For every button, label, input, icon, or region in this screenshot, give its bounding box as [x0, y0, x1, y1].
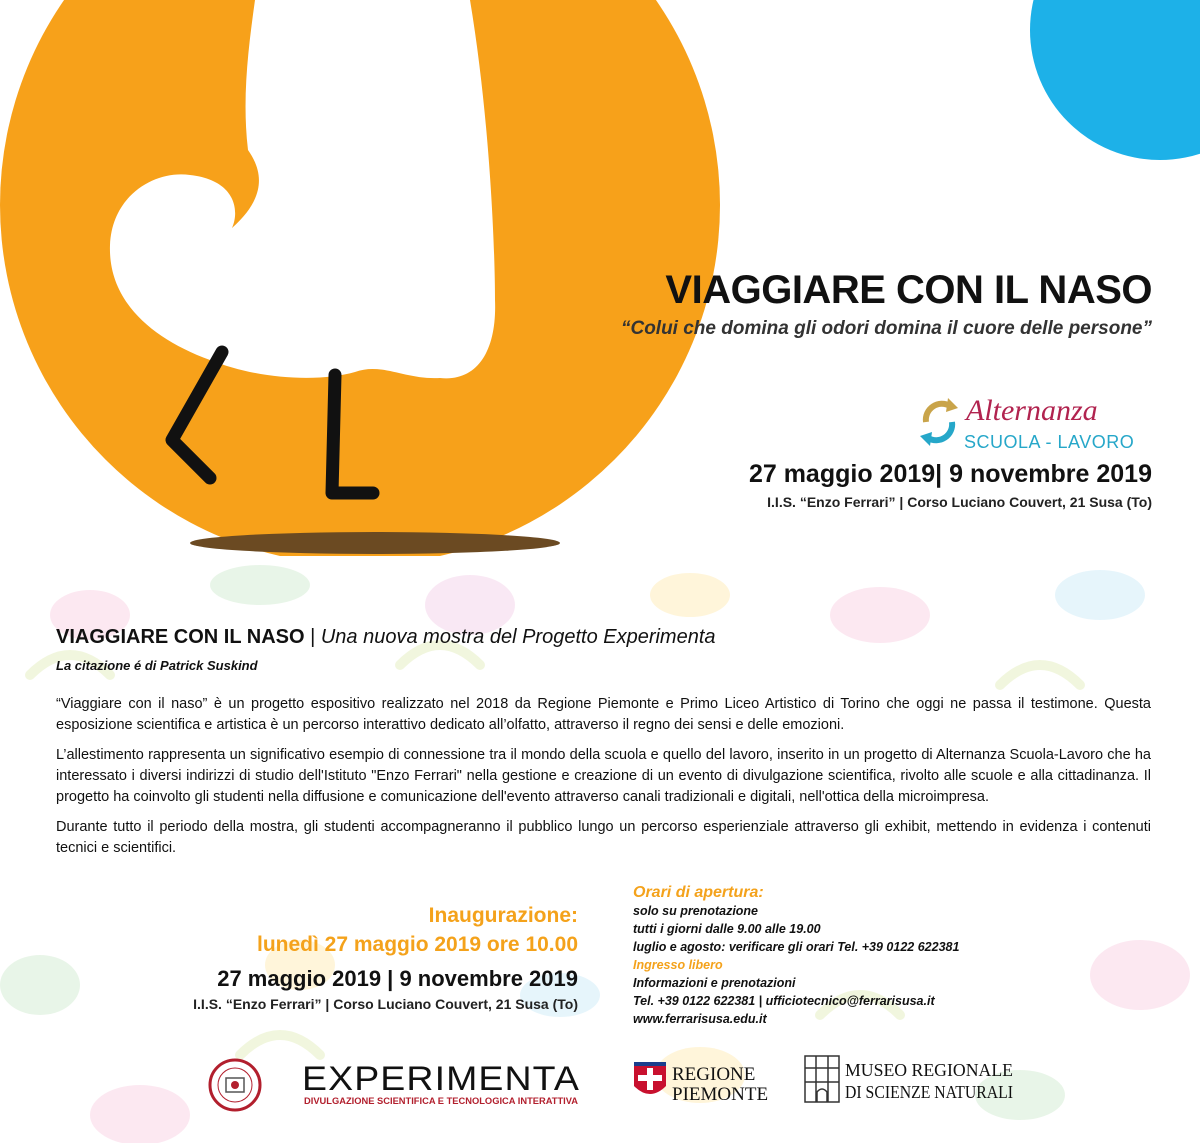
section-heading-main: VIAGGIARE CON IL NASO — [56, 626, 305, 648]
museum-building-icon — [805, 1056, 839, 1102]
event-address-top: I.I.S. “Enzo Ferrari” | Corso Luciano Couvert, 21 Susa (To) — [767, 494, 1152, 510]
regione-line-1: REGIONE — [672, 1064, 756, 1085]
contact-line[interactable]: Tel. +39 0122 622381 | ufficiotecnico@ferrarisusa.it — [633, 994, 935, 1008]
experimenta-logo — [300, 1058, 585, 1108]
section-heading-separator: | — [304, 626, 321, 648]
body-paragraph-2: L’allestimento rappresenta un significativo esempio di connessione tra il mondo della scuola e quello del lavoro, inserito in un progetto di Alternanza Scuola-Lavoro che ha interessato i diversi indirizzi di studio dell'Istituto "Enzo Ferrari" nella gestione e creazione di un evento di divulgazione scientifica, rivolto alle scuole e alla cittadinanza. Il progetto ha coinvolto gli studenti nella diffusione e comunicazione dell'evento attraverso canali tradizionali e digitali, nell'ottica della microimpresa. — [56, 747, 1151, 805]
alternanza-logo — [914, 392, 1164, 454]
section-heading — [56, 626, 716, 649]
event-dates-top: 27 maggio 2019| 9 novembre 2019 — [748, 460, 1152, 488]
opening-hours-title: Orari di apertura: — [633, 884, 764, 901]
body-paragraph-3: Durante tutto il periodo della mostra, gli studenti accompagneranno il pubblico lungo un percorso esperienziale attraverso gli exhibit, mettendo in evidenza i contenuti tecnici e scientifici. — [56, 819, 1151, 856]
inauguration-address: I.I.S. “Enzo Ferrari” | Corso Luciano Couvert, 21 Susa (To) — [193, 996, 578, 1012]
body-text — [56, 694, 1151, 868]
hero-quote: “Colui che domina gli odori domina il cuore delle persone” — [620, 318, 1152, 339]
opening-hours — [633, 884, 959, 1028]
quote-credit: La citazione é di Patrick Suskind — [56, 658, 258, 673]
regione-line-2: PIEMONTE — [672, 1084, 769, 1104]
museo-line-1: MUSEO REGIONALE — [845, 1060, 1013, 1080]
hours-line-2: tutti i giorni dalle 9.00 alle 19.00 — [633, 922, 821, 936]
regione-piemonte-logo — [632, 1062, 772, 1104]
free-entry: Ingresso libero — [633, 958, 723, 972]
blue-circle-shape — [1030, 0, 1200, 160]
body-paragraph-1: “Viaggiare con il naso” è un progetto espositivo realizzato nel 2018 da Regione Piemonte e Primo Liceo Artistico di Torino che oggi ne passa il testimone. Questa esposizione scientifica e artistica è un percorso interattivo dedicato all’olfatto, attraverso il regno dei sensi e delle emozioni. — [56, 696, 1151, 733]
shadow-ellipse — [190, 532, 560, 554]
hours-line-3: luglio e agosto: verificare gli orari Tel. +39 0122 622381 — [633, 940, 960, 954]
website-link[interactable]: www.ferrarisusa.edu.it — [633, 1012, 767, 1026]
recycle-arrows-icon — [920, 398, 958, 446]
hero-title: VIAGGIARE CON IL NASO — [665, 268, 1152, 312]
museo-line-2: DI SCIENZE NATURALI — [845, 1082, 1014, 1102]
alternanza-sub: SCUOLA - LAVORO — [964, 432, 1135, 452]
experimenta-sub: DIVULGAZIONE SCIENTIFICA E TECNOLOGICA INTERATTIVA — [304, 1096, 579, 1107]
inauguration-when: lunedì 27 maggio 2019 ore 10.00 — [257, 933, 578, 956]
inauguration-label: Inaugurazione: — [428, 904, 578, 927]
inauguration-block — [193, 904, 578, 1012]
section-heading-sub: Una nuova mostra del Progetto Experimenta — [320, 626, 716, 648]
hours-line-1: solo su prenotazione — [633, 904, 759, 918]
piemonte-shield-icon — [634, 1062, 666, 1094]
school-seal-logo — [208, 1058, 262, 1112]
inauguration-dates: 27 maggio 2019 | 9 novembre 2019 — [217, 966, 578, 991]
experimenta-word: EXPERIMENTA — [302, 1060, 580, 1098]
info-label: Informazioni e prenotazioni — [633, 976, 796, 990]
museo-logo — [803, 1050, 1018, 1106]
alternanza-word: Alternanza — [966, 394, 1098, 427]
